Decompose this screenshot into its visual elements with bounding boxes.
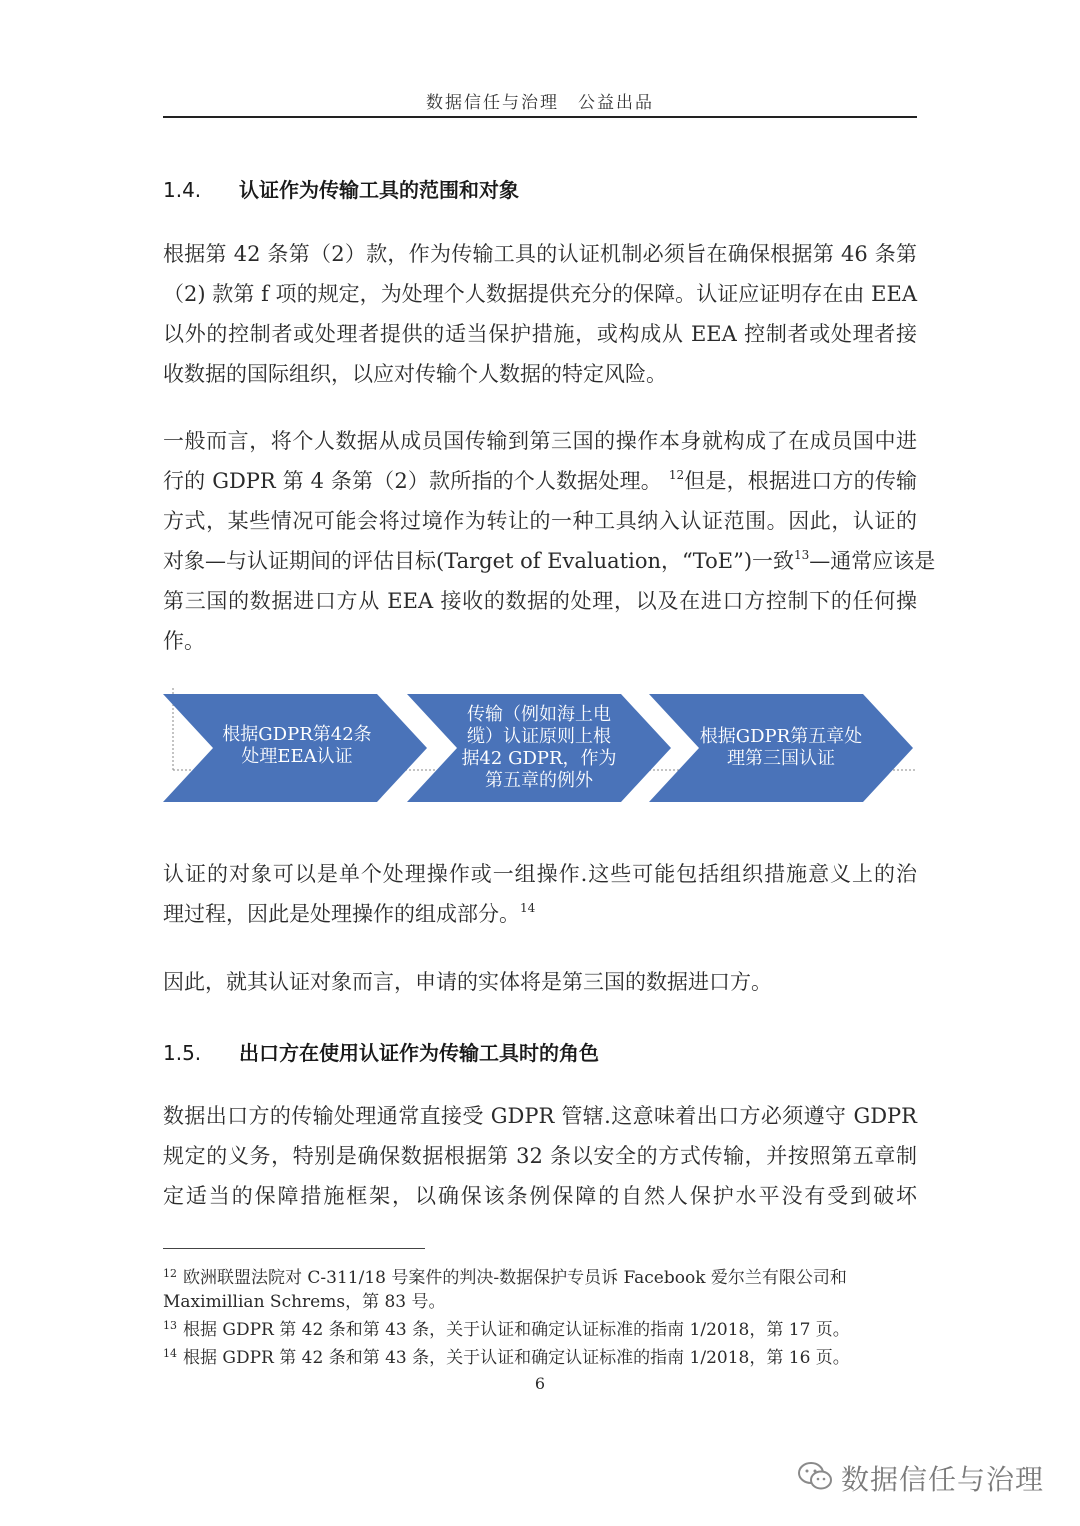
paragraph [163,1096,917,1216]
footnote-12-cont: Maximillian Schrems，第 83 号。 [163,1292,446,1312]
section-title: 出口方在使用认证作为传输工具时的角色 [239,1041,599,1065]
paragraph [163,854,917,934]
text-line: 认证的对象可以是单个处理操作或一组操作.这些可能包括组织措施意义上的治 [163,862,917,886]
text-run: 理过程，因此是处理操作的组成部分。 [163,902,520,926]
wechat-icon [797,1461,833,1495]
footnote-rule [163,1248,425,1249]
process-diagram [163,688,923,808]
text-line: 第三国的数据进口方从 EEA 接收的数据的处理，以及在进口方控制下的任何操 [163,589,917,613]
paragraph [163,962,917,1002]
text-run: —通常应该是 [809,549,936,573]
section-heading-1-4 [163,174,519,203]
section-title: 认证作为传输工具的范围和对象 [239,178,519,202]
footnote-13: $^{13}$ 根据 GDPR 第 42 条和第 43 条，关于认证和确定认证标准的指南 1/2018，第 17 页。 [163,1319,850,1340]
chevron-step-2-label: 传输（例如海上电 缆）认证原则上根 据42 GDPR，作为 第五章的例外 [461,704,617,791]
text-line [163,461,917,501]
text-line: 规定的义务，特别是确保数据根据第 32 条以安全的方式传输，并按照第五章制 [163,1144,917,1168]
text-line [163,894,917,934]
page-header: 数据信任与治理 公益出品 [426,93,654,113]
text-line: 作。 [163,629,205,653]
text-line: 根据第 42 条第（2）款，作为传输工具的认证机制必须旨在确保根据第 46 条第 [163,242,917,266]
section-heading-1-5 [163,1037,599,1066]
section-number: 1.5. [163,1041,202,1065]
section-number: 1.4. [163,178,202,202]
footnotes [163,1262,923,1370]
header-rule [163,116,917,118]
footnote-ref[interactable]: 14 [520,901,536,915]
text-run: 但是，根据进口方的传输 [684,469,917,493]
footnote-ref[interactable]: 12 [668,468,685,482]
text-line: 因此，就其认证对象而言，申请的实体将是第三国的数据进口方。 [163,970,772,994]
watermark-text: 数据信任与治理 [840,1463,1044,1496]
chevron-step-3-label: 根据GDPR第五章处 理第三国认证 [699,726,863,769]
page-number: 6 [534,1374,546,1393]
footnote-12: $^{12}$ 欧洲联盟法院对 C-311/18 号案件的判决-数据保护专员诉 Facebook 爱尔兰有限公司和 [163,1267,847,1288]
chevron-step-1-label: 根据GDPR第42条 处理EEA认证 [222,724,372,767]
watermark [797,1458,1044,1498]
text-line: 一般而言，将个人数据从成员国传输到第三国的操作本身就构成了在成员国中进 [163,429,917,453]
text-line: 收数据的国际组织，以应对传输个人数据的特定风险。 [163,362,667,386]
text-run: 对象—与认证期间的评估目标(Target of Evaluation，“ToE”)一致 [163,549,795,573]
footnote-14: $^{14}$ 根据 GDPR 第 42 条和第 43 条，关于认证和确定认证标准的指南 1/2018，第 16 页。 [163,1347,850,1368]
text-line: （2) 款第 f 项的规定，为处理个人数据提供充分的保障。认证应证明存在由 EEA [163,282,917,306]
paragraph [163,421,936,661]
text-line [163,541,936,581]
text-run: 行的 GDPR 第 4 条第（2）款所指的个人数据处理。 [163,469,662,493]
text-line: 定适当的保障措施框架，以确保该条例保障的自然人保护水平没有受到破坏 [163,1184,917,1208]
footnote-ref[interactable]: 13 [794,548,810,562]
text-line: 以外的控制者或处理者提供的适当保护措施，或构成从 EEA 控制者或处理者接 [163,322,917,346]
text-line: 数据出口方的传输处理通常直接受 GDPR 管辖.这意味着出口方必须遵守 GDPR [163,1104,917,1128]
paragraph [163,234,917,394]
text-line: 方式，某些情况可能会将过境作为转让的一种工具纳入认证范围。因此，认证的 [163,509,917,533]
